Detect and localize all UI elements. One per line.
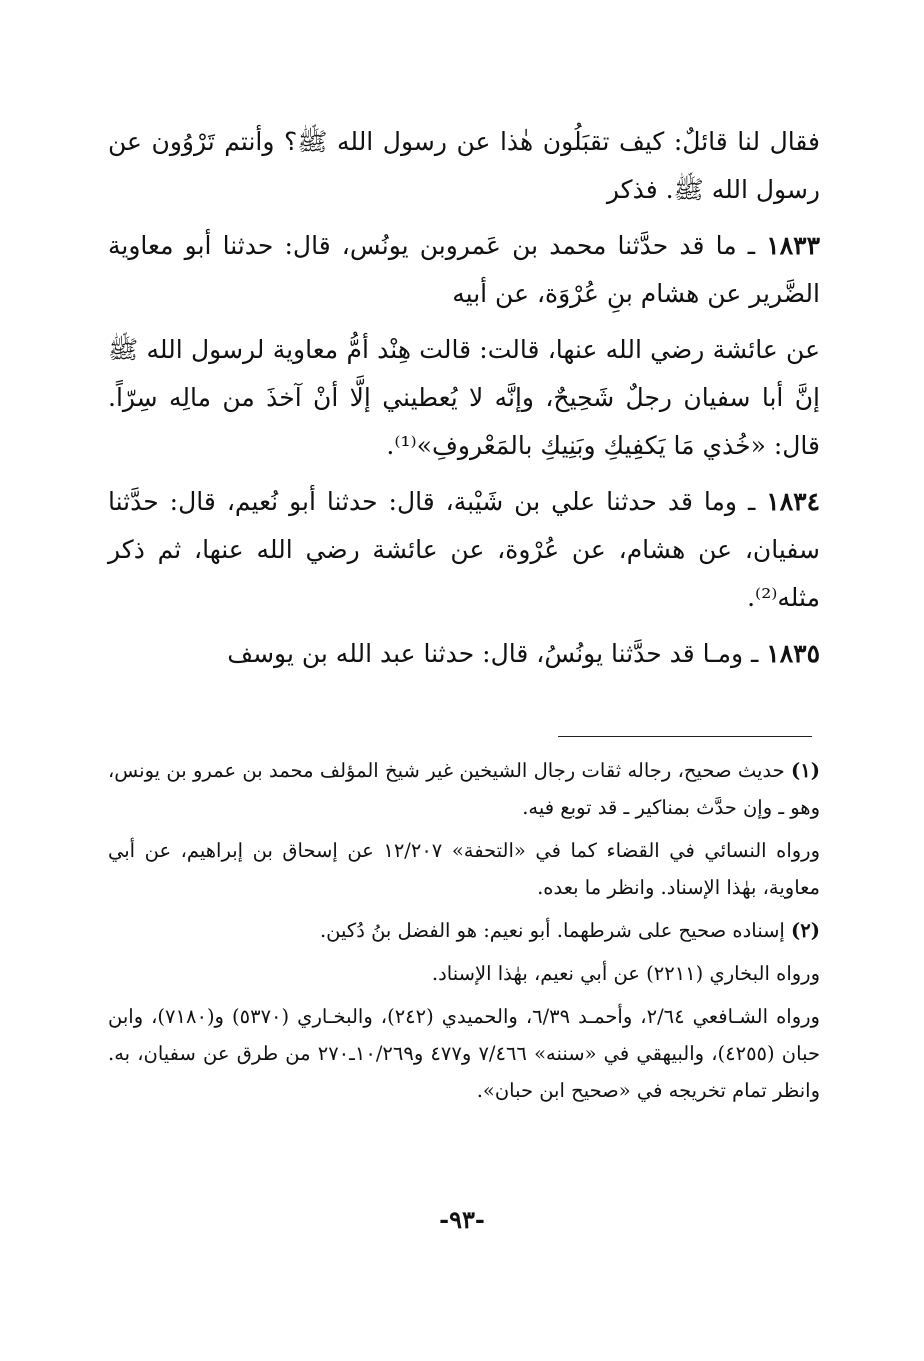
paragraph-2 xyxy=(108,222,820,318)
footnote-2 xyxy=(108,912,820,949)
footnote-1-cont xyxy=(108,832,820,906)
paragraph-text: ـ ما قد حدَّثنا محمد بن عَمروبن يونُس، قال: حدثنا أبو معاوية الضَّرير عن هشام بنِ عُرْوَة، عن أبيه xyxy=(108,231,820,308)
footnote-separator xyxy=(558,736,812,737)
footnotes xyxy=(108,752,820,1115)
main-text xyxy=(108,118,820,686)
paragraph-1 xyxy=(108,118,820,214)
hadith-number: ١٨٣٤ xyxy=(766,487,820,516)
footnote-2-cont-a xyxy=(108,955,820,992)
paragraph-text: ـ وما قد حدثنا علي بن شَيْبة، قال: حدثنا أبو نُعيم، قال: حدَّثنا سفيان، عن هشام، عن عُرْوة، عن عائشة رضي الله عنها، ثم ذكر مثله⁽²⁾. xyxy=(108,487,820,612)
footnote-2-cont-b xyxy=(108,998,820,1109)
paragraph-text: عن عائشة رضي الله عنها، قالت: قالت هِنْد أمُّ معاوية لرسول الله ﷺ إنَّ أبا سفيان رجلٌ شَحِيحٌ، وإنَّه لا يُعطيني إلَّا أنْ آخذَ من مالِه سِرّاً. قال: «خُذي مَا يَكفِيكِ وبَنِيكِ بالمَعْروفِ»⁽¹⁾. xyxy=(108,335,820,460)
footnote-text: ورواه البخاري (٢٢١١) عن أبي نعيم، بهٰذا الإسناد. xyxy=(431,962,820,985)
hadith-number: ١٨٣٥ xyxy=(766,639,820,668)
footnote-1 xyxy=(108,752,820,826)
page-number: -٩٣- xyxy=(439,1205,485,1234)
paragraph-text: ـ ومـا قد حدَّثنا يونُسُ، قال: حدثنا عبد الله بن يوسف xyxy=(227,639,767,668)
paragraph-5 xyxy=(108,630,820,678)
paragraph-3 xyxy=(108,326,820,470)
footnote-mark: (١) xyxy=(791,759,820,782)
footnote-text: إسناده صحيح على شرطهما. أبو نعيم: هو الفضل بنُ دُكين. xyxy=(319,919,792,942)
paragraph-text: فقال لنا قائلٌ: كيف تقبَلُون هٰذا عن رسول الله ﷺ؟ وأنتم تَرْوُون عن رسول الله ﷺ. فذكر xyxy=(108,127,820,204)
footnote-text: ورواه الشـافعي ٢/٦٤، وأحمـد ٦/٣٩، والحميدي (٢٤٢)، والبخـاري (٥٣٧٠) و(٧١٨٠)، وابن حبان (٤٢٥٥)، والبيهقي في «سننه» ٧/٤٦٦ و٤٧٧ و١٠/٢٦٩ـ٢٧٠ من طرق عن سفيان، به. وانظر تمام تخريجه في «صحيح ابن حبان». xyxy=(108,1005,821,1102)
paragraph-4 xyxy=(108,478,820,622)
footnote-mark: (٢) xyxy=(791,919,820,942)
hadith-number: ١٨٣٣ xyxy=(766,231,820,260)
footnote-text: ورواه النسائي في القضاء كما في «التحفة» ١٢/٢٠٧ عن إسحاق بن إبراهيم، عن أبي معاوية، بهٰذا الإسناد. وانظر ما بعده. xyxy=(108,839,820,899)
footnote-text: حديث صحيح، رجاله ثقات رجال الشيخين غير شيخ المؤلف محمد بن عمرو بن يونس، وهو ـ وإن حدَّث بمناكير ـ قد توبع فيه. xyxy=(108,759,820,819)
